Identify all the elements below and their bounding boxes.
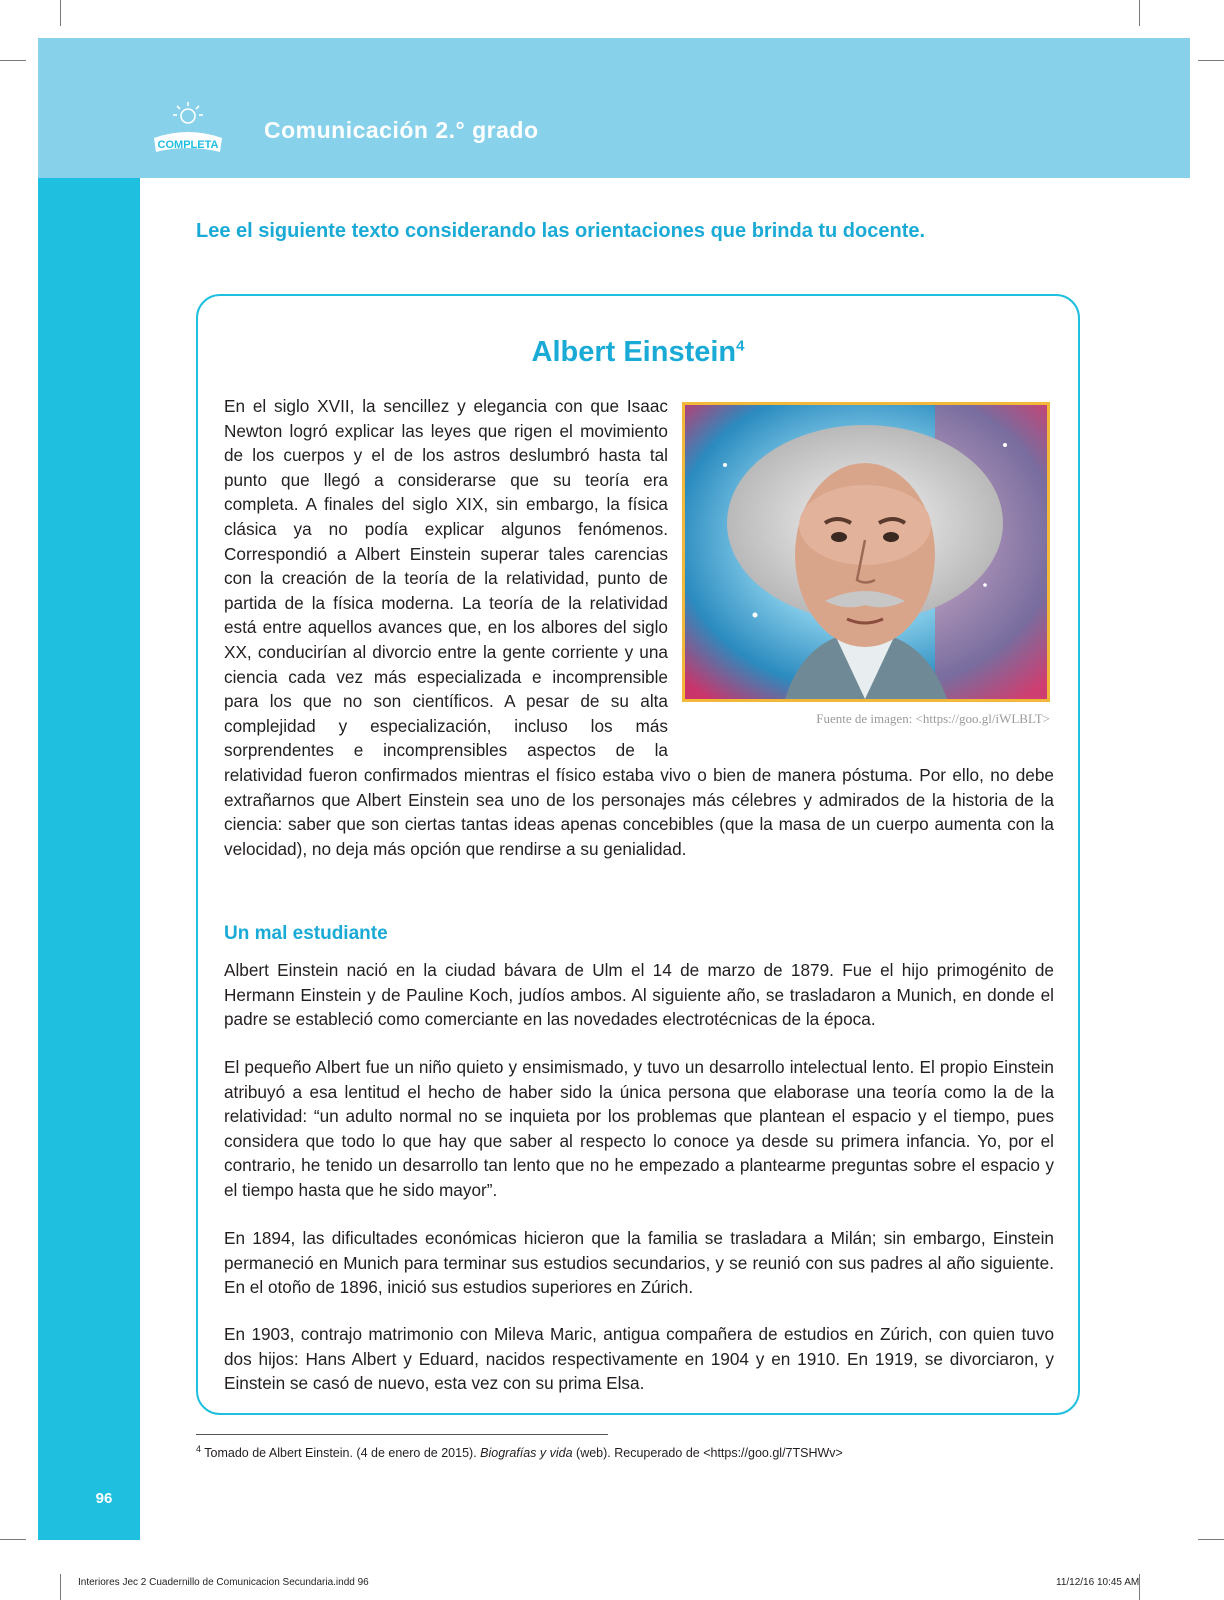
footnote-text: Tomado de Albert Einstein. (4 de enero de 2015). [201,1446,481,1461]
date-slug: 11/12/16 10:45 AM [1056,1577,1140,1588]
footnote-source-title: Biografías y vida [480,1446,573,1461]
einstein-portrait [682,402,1050,702]
crop-mark [0,60,26,61]
image-caption: Fuente de imagen: <https://goo.gl/iWLBLT> [816,711,1050,726]
crop-mark [1139,0,1140,26]
crop-mark [0,1539,26,1540]
instruction-text: Lee el siguiente texto considerando las orientaciones que brinda tu docente. [196,220,926,242]
section-heading: Un mal estudiante [224,923,388,944]
paragraph: El pequeño Albert fue un niño quieto y ensimismado, y tuvo un desarrollo intelectual lento. El propio Einstein atribuyó a esa lentitud el hecho de haber sido la única persona que elaborase una teoría como la de la relatividad: “un adulto normal no se inquieta por los problemas que plantean el espacio y el tiempo, pues considera que todo lo que hay que saber al respecto lo conoce ya desde su primera infancia. Yo, por el contrario, he tenido un desarrollo tan lento que no he empezado a plantearme preguntas sobre el espacio y el tiempo hasta que he sido mayor”. [224,1057,1054,1200]
paragraph: En 1894, las dificultades económicas hicieron que la familia se trasladara a Milán; sin embargo, Einstein permaneció en Munich para terminar sus estudios secundarios, y se reunió con sus padres al año siguiente. En el otoño de 1896, inició sus estudios superiores en Zúrich. [224,1228,1054,1298]
crop-mark [1198,60,1224,61]
einstein-figure [682,394,1054,742]
svg-text:COMPLETA: COMPLETA [157,139,219,151]
crop-mark [60,1574,61,1600]
paragraph: En 1903, contrajo matrimonio con Mileva Maric, antigua compañera de estudios en Zúrich, con quien tuvo dos hijos: Hans Albert y Eduard, nacidos respectivamente en 1904 y en 1910. En 1919, se divorciaron, y Einstein se casó de nuevo, esta vez con su prima Elsa. [224,1324,1054,1394]
footnote-text: (web). Recuperado de <https://goo.gl/7TSHWv> [572,1446,843,1461]
jornada-escolar-logo [148,100,228,160]
footnote-rule [196,1434,608,1435]
page-number: 96 [95,1490,113,1507]
footnote [196,1444,843,1460]
intro-text: En el siglo XVII, la sencillez y elegancia con que Isaac Newton logró explicar las leyes que rigen el movimiento de los cuerpos y el de los astros deslumbró hasta tal punto que llegó a considerarse que su teoría era completa. A finales del siglo XIX, sin embargo, la física clásica ya no podía explicar algunos fenómenos. Correspondió a Albert Einstein superar tales carencias con la creación de la teoría de la relatividad, punto de partida de la física moderna. La teoría de la relatividad está entre aquellos avances que, en los albores del siglo XX, conducirían al divorcio entre la gente corriente y una ciencia cada vez más especializada e incomprensible para los que no son científicos. A pesar de su alta complejidad y especialización, incluso los más sorprendentes e incomprensibles aspectos de la relatividad fueron confirmados mientras el físico estaba vivo o bien de manera póstuma. Por ello, no debe extrañarnos que Albert Einstein sea uno de los personajes más célebres y admirados de la historia de la ciencia: saber que son ciertas tantas ideas apenas concebibles (que la masa de un cuerpo aumenta con la velocidad), no deja más opción que rendirse a su genialidad. [224,396,1054,859]
footnote-mark: 4 [196,1444,202,1454]
article-title: Albert Einstein$^4$ [531,336,745,368]
paragraph: Albert Einstein nació en la ciudad bávara de Ulm el 14 de marzo de 1879. Fue el hijo primogénito de Hermann Einstein y de Pauline Koch, judíos ambos. Al siguiente año, se trasladaron a Munich, en donde el padre se estableció como comerciante en las novedades electrotécnicas de la época. [224,960,1054,1030]
crop-mark [60,0,61,26]
intro-paragraph [224,394,1054,861]
einstein-portrait-image [685,405,1047,699]
header-title: Comunicación 2.° grado [264,117,539,143]
footnote-ref: 4 [736,337,745,355]
file-slug: Interiores Jec 2 Cuadernillo de Comunicacion Secundaria.indd 96 [78,1577,369,1588]
crop-mark [1198,1539,1224,1540]
sidebar-band [38,178,140,1540]
